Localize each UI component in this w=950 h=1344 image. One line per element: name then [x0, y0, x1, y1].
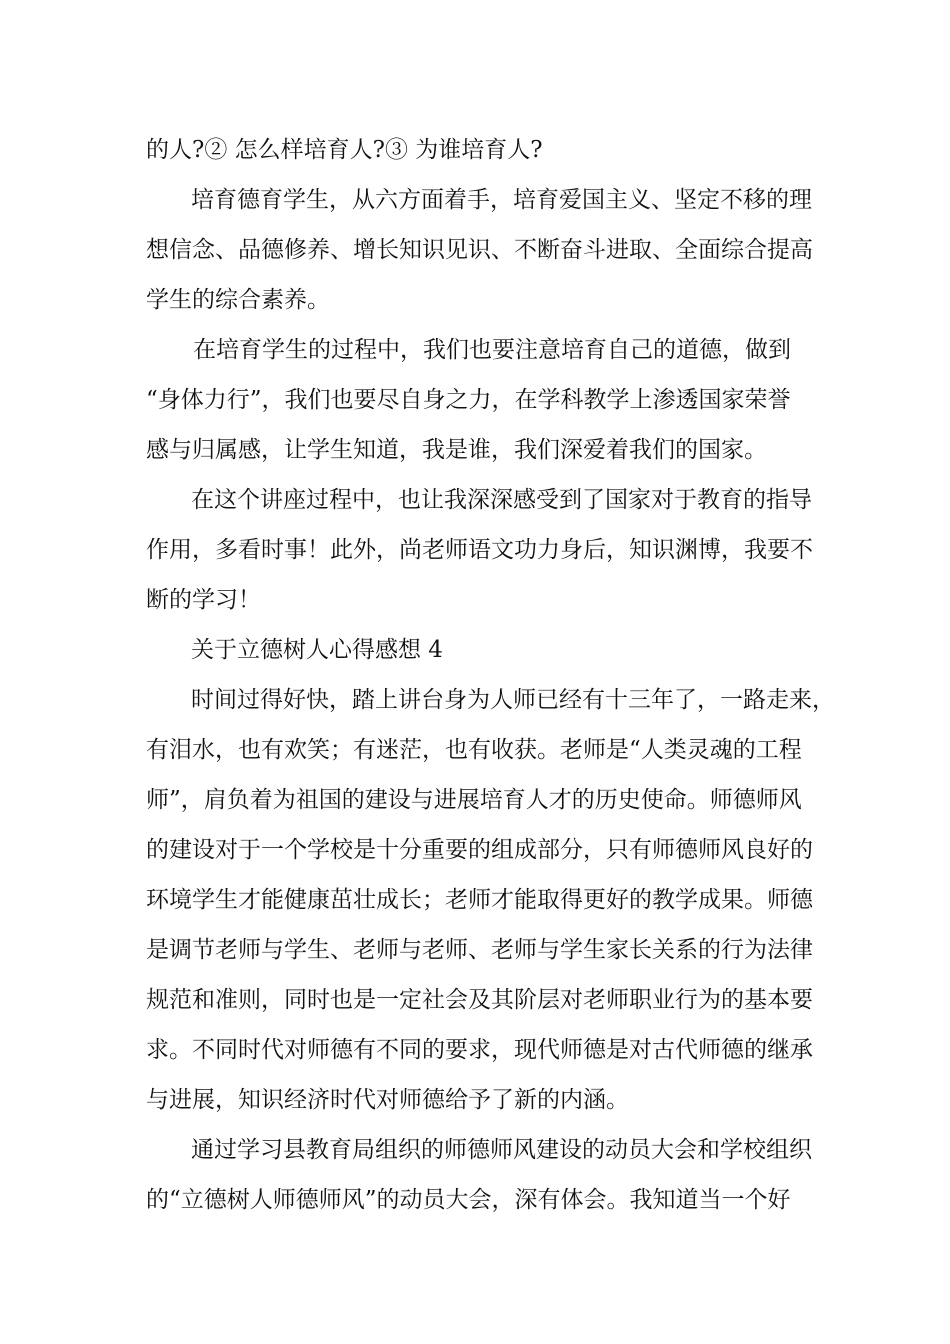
paragraph-first-line: 在这个讲座过程中，也让我深深感受到了国家对于教育的指导: [191, 487, 812, 513]
text-line: 与进展，知识经济时代对师德给予了新的内涵。: [146, 1087, 629, 1113]
section-heading: 关于立德树人心得感想 4: [191, 637, 443, 663]
text-line: 求。不同时代对师德有不同的要求，现代师德是对古代师德的继承: [146, 1037, 813, 1063]
text-line: 的“立德树人师德师风”的动员大会，深有体会。我知道当一个好: [146, 1187, 791, 1213]
text-line: 环境学生才能健康茁壮成长；老师才能取得更好的教学成果。师德: [146, 887, 813, 913]
paragraph-first-line: 通过学习县教育局组织的师德师风建设的动员大会和学校组织: [191, 1137, 812, 1163]
paragraph-first-line: 时间过得好快，踏上讲台身为人师已经有十三年了，一路走来，: [191, 687, 835, 713]
paragraph-first-line: 培育德育学生，从六方面着手，培育爱国主义、坚定不移的理: [191, 187, 812, 213]
text-line: 感与归属感，让学生知道，我是谁，我们深爱着我们的国家。: [146, 437, 767, 463]
text-line: 规范和准则，同时也是一定社会及其阶层对老师职业行为的基本要: [146, 987, 813, 1013]
text-line: 想信念、品德修养、增长知识见识、不断奋斗进取、全面综合提高: [146, 237, 813, 263]
text-line: 师”，肩负着为祖国的建设与进展培育人才的历史使命。师德师风: [146, 787, 802, 813]
text-line: 是调节老师与学生、老师与老师、老师与学生家长关系的行为法律: [146, 937, 813, 963]
text-line: 作用，多看时事！此外，尚老师语文功力身后，知识渊博，我要不: [146, 537, 813, 563]
text-line: “身体力行”，我们也要尽自身之力，在学科教学上渗透国家荣誉: [146, 387, 791, 413]
text-line: 的建设对于一个学校是十分重要的组成部分，只有师德师风良好的: [146, 837, 813, 863]
text-line: 有泪水，也有欢笑；有迷茫，也有收获。老师是“人类灵魂的工程: [146, 737, 802, 763]
text-line: 断的学习！: [146, 587, 261, 613]
text-line: 的人?② 怎么样培育人?③ 为谁培育人?: [146, 137, 543, 163]
paragraph-first-line: 在培育学生的过程中，我们也要注意培育自己的道德，做到: [193, 337, 791, 363]
text-line: 学生的综合素养。: [146, 287, 330, 313]
